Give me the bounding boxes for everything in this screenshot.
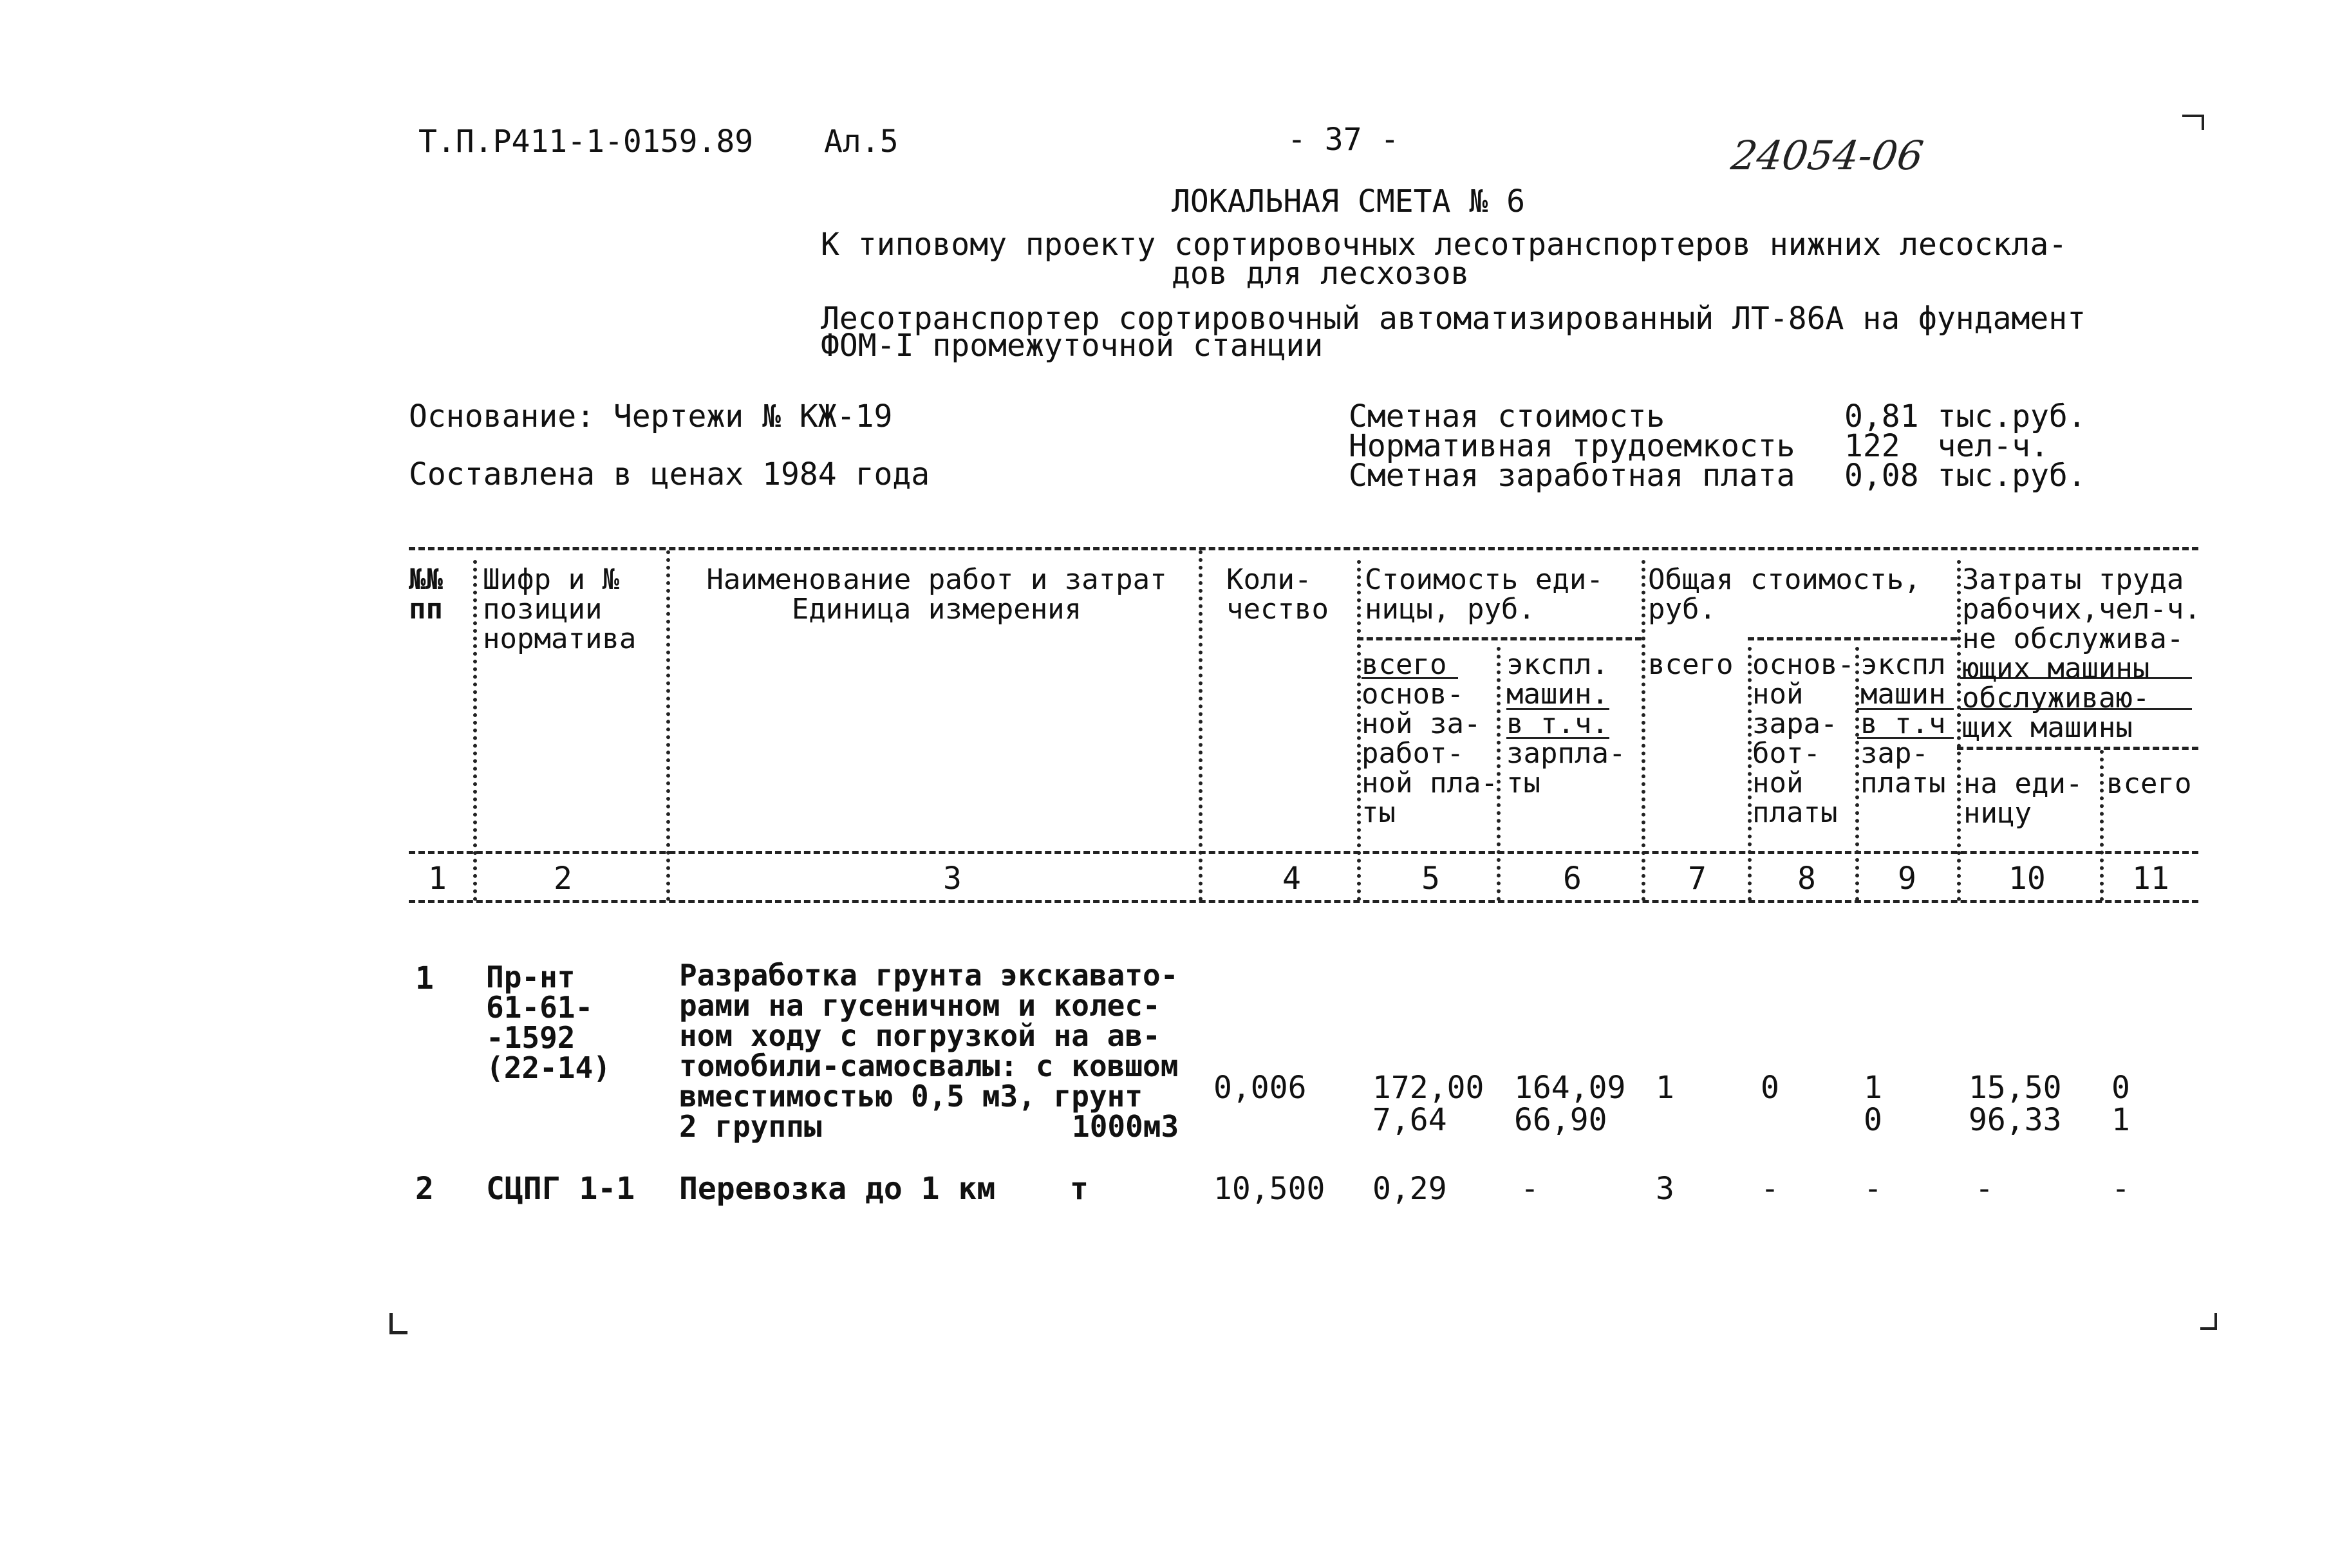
row-1-unit-cost: 172,00 7,64 — [1372, 1070, 1484, 1138]
row-1-labor-total: 0 1 — [2111, 1070, 2130, 1138]
page-number: - 37 - — [1287, 122, 1399, 158]
col-header-total-cost: Общая стоимость, руб. — [1648, 563, 1921, 626]
object-line-1: Лесотранспортер сортировочный автоматизированный ЛТ-86А на фундамент — [821, 301, 2086, 337]
album-number: Ал.5 — [824, 124, 899, 160]
col-header-labor: Затраты труда рабочих,чел-ч. не обслужива- ющих машины обслуживаю- щих машины — [1962, 563, 2201, 744]
col-header-8: основ- ной зара- бот- ной платы — [1752, 648, 1855, 829]
header-divider-rule — [409, 851, 2198, 854]
project-line-1: К типовому проекту сортировочных лесотранспортеров нижних лесоскла- — [821, 227, 2068, 263]
total-cost-sub-rule — [1748, 637, 1957, 640]
col-sep-8 — [1855, 647, 1859, 901]
basis-drawings: Основание: Чертежи № КЖ-19 — [409, 398, 893, 434]
col-header-qty: Коли- чество — [1226, 563, 1329, 626]
handwritten-stamp: 24054-06 — [1728, 132, 1927, 179]
row-1-unit: 1000м3 — [1072, 1109, 1179, 1144]
col-sep-1 — [473, 560, 477, 901]
col-sep-4 — [1357, 560, 1361, 901]
col-sep-6 — [1642, 560, 1645, 901]
row-1-code: Пр-нт 61-61- -1592 (22-14) — [486, 960, 611, 1085]
col-header-num: №№ пп — [409, 563, 443, 626]
col-number-11: 11 — [2132, 861, 2169, 897]
summary-label-wages: Сметная заработная плата — [1349, 458, 1795, 494]
summary-label-cost: Сметная стоимость — [1349, 398, 1665, 434]
col-header-6: экспл. машин. в т.ч. зарпла- ты — [1506, 648, 1626, 799]
row-2-wages: - — [1761, 1171, 1779, 1207]
col-header-5: всего основ- ной за- работ- ной пла- ты — [1362, 648, 1498, 829]
corner-mark-bottom-right-h — [2200, 1327, 2217, 1330]
row-2-total: 3 — [1656, 1171, 1674, 1207]
col-number-6: 6 — [1563, 861, 1582, 897]
col-sep-2 — [666, 550, 670, 901]
unit-cost-sub-rule — [1357, 637, 1642, 640]
corner-mark-bottom-left-h — [389, 1331, 407, 1334]
labor-sub-rule — [1957, 747, 2198, 750]
row-2-machine-total: - — [1864, 1171, 1882, 1207]
corner-mark-top-right — [2182, 115, 2202, 117]
project-line-2: дов для лесхозов — [1172, 256, 1470, 292]
col-number-4: 4 — [1282, 861, 1301, 897]
col-header-11: всего — [2106, 767, 2192, 800]
col-number-2: 2 — [554, 861, 572, 897]
col-header-code: Шифр и № позиции норматива — [483, 563, 637, 655]
corner-mark-bottom-left — [389, 1313, 393, 1331]
row-2-num: 2 — [415, 1171, 434, 1207]
summary-value-wages: 0,08 тыс.руб. — [1844, 458, 2086, 494]
row-1-total: 1 — [1656, 1070, 1674, 1106]
col-number-1: 1 — [428, 861, 447, 897]
col-header-unit-cost: Стоимость еди- ницы, руб. — [1365, 563, 1604, 626]
corner-mark-top-right-v — [2202, 115, 2204, 130]
row-2-unit: т — [1070, 1171, 1089, 1207]
document-code: Т.П.Р411-1-0159.89 — [418, 124, 754, 160]
col-sep-3 — [1199, 550, 1203, 901]
row-1-machine-cost: 164,09 66,90 — [1514, 1070, 1626, 1138]
col-number-8: 8 — [1797, 861, 1816, 897]
row-2-code: СЦПГ 1-1 — [486, 1171, 635, 1207]
basis-prices: Составлена в ценах 1984 года — [409, 456, 930, 492]
col-header-10: на еди- ницу — [1963, 767, 2083, 830]
summary-label-labor: Нормативная трудоемкость — [1349, 428, 1795, 464]
col-header-name: Наименование работ и затрат Единица измерения — [706, 563, 1167, 626]
col-number-3: 3 — [943, 861, 962, 897]
col-number-9: 9 — [1898, 861, 1916, 897]
row-1-machine-total: 1 0 — [1864, 1070, 1882, 1138]
row-2-labor-unit: - — [1975, 1171, 1994, 1207]
object-line-2: ФОМ-I промежуточной станции — [821, 328, 1324, 364]
col-sep-10 — [2100, 750, 2104, 901]
row-1-qty: 0,006 — [1213, 1070, 1307, 1106]
col-sep-9 — [1957, 560, 1961, 901]
col-header-9: экспл машин в т.ч зар- платы — [1860, 648, 1946, 799]
estimate-title: ЛОКАЛЬНАЯ СМЕТА № 6 — [1172, 183, 1526, 219]
summary-value-cost: 0,81 тыс.руб. — [1844, 398, 2086, 434]
row-1-labor-unit: 15,50 96,33 — [1969, 1070, 2062, 1138]
row-1-name: Разработка грунта экскавато- рами на гусеничном и колес- ном ходу с погрузкой на ав- томобили-самосвалы: с ковшом вместимостью 0,5 м3, грунт 2 группы — [679, 958, 1179, 1144]
col-header-7: всего — [1648, 648, 1734, 681]
row-2-machine-cost: - — [1521, 1171, 1539, 1207]
col-number-7: 7 — [1688, 861, 1707, 897]
row-2-unit-cost: 0,29 — [1372, 1171, 1447, 1207]
table-top-rule — [409, 547, 2198, 550]
col-number-10: 10 — [2008, 861, 2046, 897]
summary-value-labor: 122 чел-ч. — [1844, 428, 2049, 464]
col-number-5: 5 — [1421, 861, 1440, 897]
corner-mark-bottom-right — [2214, 1313, 2217, 1327]
row-2-name: Перевозка до 1 км — [679, 1171, 996, 1207]
row-1-num: 1 — [415, 960, 434, 996]
row-1-wages: 0 — [1761, 1070, 1779, 1106]
row-2-qty: 10,500 — [1213, 1171, 1325, 1207]
row-2-labor-total: - — [2111, 1171, 2130, 1207]
col-sep-7 — [1748, 647, 1752, 901]
header-bottom-rule — [409, 900, 2198, 903]
